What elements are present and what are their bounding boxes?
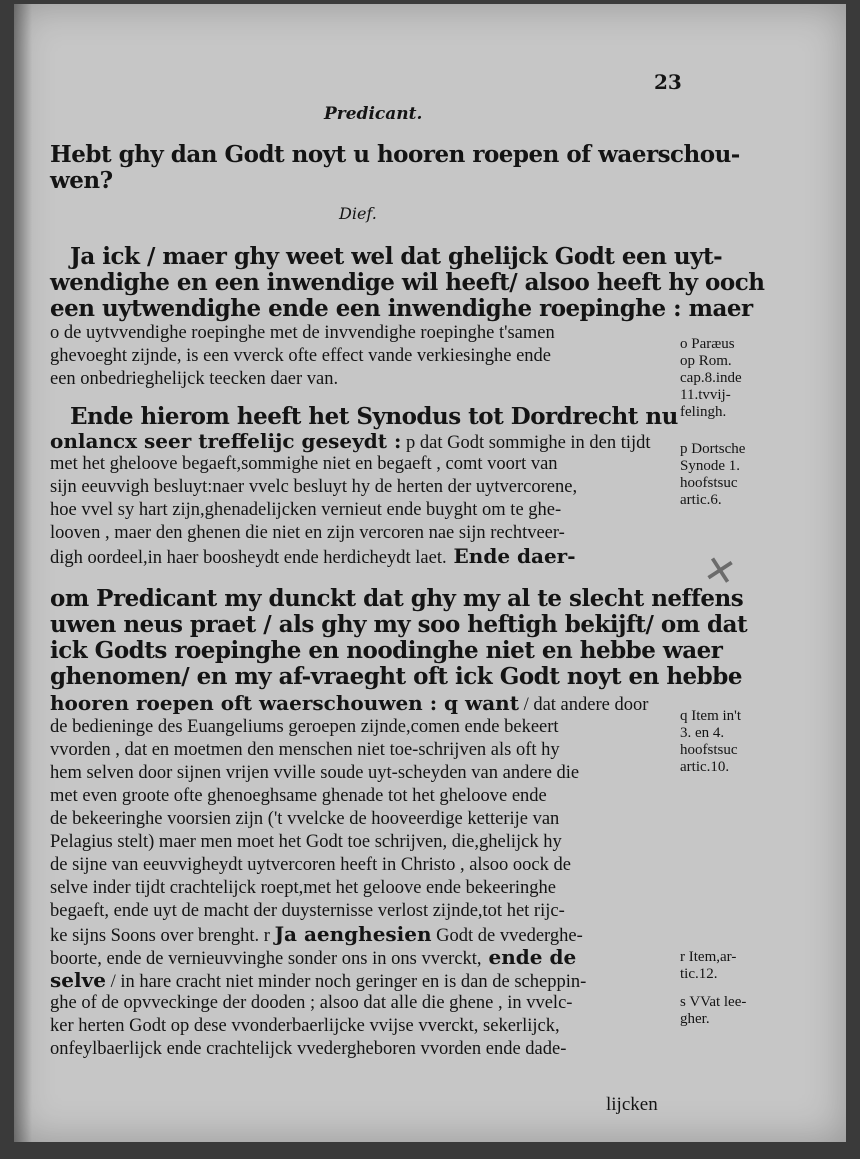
handwritten-x-mark: ✕ [699,546,741,596]
text-line: Pelagius stelt) maer men moet het Godt toe schrijven, die,ghelijck hy [50,832,562,852]
text-line: begaeft, ende uyt de macht der duysternisse verlost zijnde,tot het rijc- [50,901,565,921]
margin-line: felingh. [680,404,727,420]
text-line [50,545,676,568]
margin-line: p Dortsche [680,441,746,457]
blackletter-span: onlancx seer treffelijc geseydt : [50,429,402,453]
text-line: een onbedrieghelijck teecken daer van. [50,369,339,389]
margin-line: tic.12. [680,966,718,982]
question-line: Hebt ghy dan Godt noyt u hooren roepen of waerschou- [50,141,740,168]
text-line: de sijne van eeuvvigheydt uytvercoren heeft in Christo , alsoo oock de [50,855,571,875]
text-line [50,430,676,453]
blackletter-span: ende de [481,945,577,969]
margin-note-r [680,949,830,983]
blackletter-span: Ja aenghesien [274,922,432,946]
text-line [50,946,676,969]
text-line: de bedieninge des Euangeliums geroepen zijnde,comen ende bekeert [50,717,559,737]
margin-note-s [680,994,830,1028]
text-line: ghevoeght zijnde, is een vverck ofte effect vande verkiesinghe ende [50,346,551,366]
margin-line: hoofstsuc [680,475,738,491]
running-header: Predicant. [324,104,423,124]
text-line: met het gheloove begaeft,sommighe niet en begaeft , comt voort van [50,454,558,474]
blackletter-span: selve [50,968,106,992]
margin-line: Synode 1. [680,458,740,474]
margin-note-p [680,441,830,509]
margin-line: cap.8.inde [680,370,742,386]
text-line: met even groote ofte ghenoeghsame ghenade tot het gheloove ende [50,786,547,806]
text-line: looven , maer den ghenen die niet en zijn vercoren nae sijn rechtveer- [50,523,565,543]
catchword: lijcken [606,1094,658,1115]
page-number: 23 [654,70,682,94]
margin-line: 11.tvvij- [680,387,731,403]
margin-line: op Rom. [680,353,732,369]
text-line: o de uytvvendighe roepinghe met de invvendighe roepinghe t'samen [50,323,555,343]
text-line: hem selven door sijnen vrijen vville soude uyt-scheyden van andere die [50,763,580,783]
margin-line: q Item in't [680,708,742,724]
blackletter-span: hooren roepen oft waerschouwen : q want [50,691,519,715]
margin-line: artic.6. [680,492,722,508]
roman-span: / dat andere door [518,695,649,715]
text-line: ick Godts roepinghe en noodinghe niet en hebbe waer [50,637,723,664]
margin-line: artic.10. [680,759,730,775]
margin-line: o Paræus [680,336,735,352]
roman-span: boorte, ende de vernieuvvinghe sonder ons in ons vverckt, [50,949,482,969]
margin-line: hoofstsuc [680,742,738,758]
text-line: Ende hierom heeft het Synodus tot Dordrecht nu [70,403,678,430]
text-line: sijn eeuvvigh besluyt:naer vvelc besluyt hy de herten der uytvercorene, [50,477,578,497]
text-line: ghe of de opvveckinge der dooden ; alsoo dat alle die ghene , in vvelc- [50,993,573,1013]
text-line [50,969,676,992]
text-line: hoe vvel sy hart zijn,ghenadelijcken vernieut ende buyght om te ghe- [50,500,562,520]
text-line: om Predicant my dunckt dat ghy my al te slecht neffens [50,585,744,612]
margin-line: r Item,ar- [680,949,737,965]
margin-line: 3. en 4. [680,725,725,741]
roman-span: ke sijns Soons over brenght. r [50,926,275,946]
roman-span: / in hare cracht niet minder noch geringer en is dan de scheppin- [105,972,587,992]
blackletter-span: Ende daer- [446,544,576,568]
text-line: onfeylbaerlijck ende crachtelijck vvedergheboren vvorden ende dade- [50,1039,567,1059]
text-line: Ja ick / maer ghy weet wel dat ghelijck Godt een uyt- [70,243,723,270]
margin-line: gher. [680,1011,710,1027]
text-line: wendighe en een inwendige wil heeft/ alsoo heeft hy ooch [50,269,765,296]
roman-span: Godt de vvederghe- [431,926,583,946]
text-line: uwen neus praet / als ghy my soo heftigh bekijft/ om dat [50,611,748,638]
margin-note-q [680,708,830,776]
text-line [50,923,676,946]
text-line: ker herten Godt op dese vvonderbaerlijcke vvijse vverckt, sekerlijck, [50,1016,560,1036]
margin-line: s VVat lee- [680,994,747,1010]
paragraph-2 [50,404,676,568]
text-line: selve inder tijdt crachtelijck roept,met het geloove ende bekeeringhe [50,878,556,898]
question-line: wen? [50,167,113,194]
book-page [14,4,846,1142]
text-line: een uytwendighe ende een inwendighe roepinghe : maer [50,295,753,322]
text-line: de bekeeringhe voorsien zijn ('t vvelcke de hooveerdige ketterije van [50,809,560,829]
speaker-label: Dief. [339,204,377,223]
roman-span: digh oordeel,in haer boosheydt ende herdicheydt laet. [50,548,447,568]
text-line [50,690,676,716]
roman-span: p dat Godt sommighe in den tijdt [401,433,651,453]
text-line: ghenomen/ en my af-vraeght oft ick Godt noyt en hebbe [50,663,742,690]
question-block [50,141,740,194]
margin-note-o [680,336,830,421]
text-line: vvorden , dat en moetmen den menschen niet toe-schrijven als oft hy [50,740,560,760]
